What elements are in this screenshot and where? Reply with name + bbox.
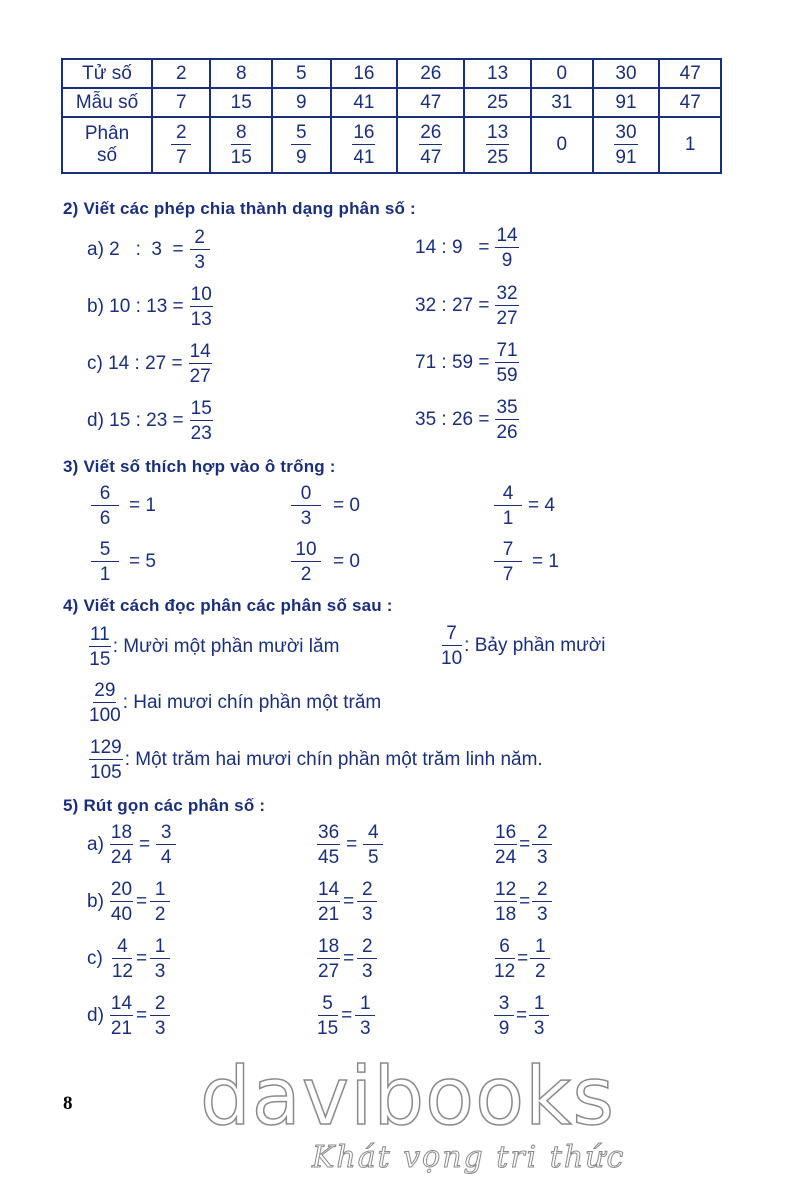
equation-result: = 5 [129, 551, 156, 572]
division-expression: d) 15 : 23 = [87, 410, 184, 431]
fraction-denominator: 21 [110, 1018, 133, 1039]
fraction-cell [593, 117, 660, 173]
equation-result: = 0 [333, 551, 360, 572]
ex2-right-item [415, 226, 519, 270]
exercise-2-heading: 2) Viết các phép chia thành dạng phân số : [63, 199, 416, 218]
ex5-row-c-col3 [494, 937, 550, 981]
equals-sign: = [341, 1005, 353, 1026]
fraction-denominator: 26 [496, 422, 518, 443]
fraction-denominator: 47 [420, 147, 442, 168]
ex4-item [89, 625, 339, 669]
fraction-denominator: 6 [99, 508, 111, 529]
fraction-denominator: 3 [361, 961, 373, 982]
equals-sign: = [136, 891, 148, 912]
fraction-denominator: 7 [502, 564, 514, 585]
fraction-denominator: 3 [194, 252, 205, 273]
equation-result: = 1 [129, 495, 156, 516]
fraction-denominator: 3 [300, 508, 312, 529]
row-label-fraction-line2: số [96, 145, 118, 166]
fraction-numerator: 71 [496, 340, 518, 361]
fraction-denominator: 3 [154, 1018, 166, 1039]
fraction-numerator: 3 [156, 823, 176, 845]
fraction-numerator: 10 [190, 284, 212, 305]
fraction-numerator: 14 [189, 341, 211, 362]
division-expression: 71 : 59 = [415, 352, 490, 373]
ex2-right-item [415, 341, 519, 385]
fraction-denominator: 2 [300, 564, 312, 585]
fraction-denominator: 15 [230, 147, 252, 168]
fraction-denominator: 13 [190, 309, 212, 330]
ex5-row-b-col2 [317, 880, 377, 924]
fraction-numerator: 14 [318, 879, 340, 900]
division-expression: 35 : 26 = [415, 409, 490, 430]
ex3-item [91, 540, 156, 584]
ex5-row-d-col2 [317, 994, 375, 1038]
ex4-item [441, 624, 606, 668]
equation-result: = 1 [532, 551, 559, 572]
row-label-fraction [62, 117, 152, 173]
equals-sign: = [136, 1005, 148, 1026]
fraction-value: 0 [556, 134, 568, 155]
fraction-cell [272, 117, 330, 173]
division-expression: a) 2 : 3 = [87, 239, 184, 260]
division-expression: 32 : 27 = [415, 295, 490, 316]
equals-sign: = [519, 834, 531, 855]
fraction-numerator: 4 [363, 823, 383, 845]
fraction-denominator: 5 [367, 847, 379, 868]
fraction-numerator: 18 [110, 822, 133, 843]
fraction-numerator: 16 [353, 122, 375, 143]
fraction-numerator: 2 [357, 937, 377, 959]
fraction-denominator: 3 [536, 904, 548, 925]
fraction-denominator: 27 [318, 961, 340, 982]
fraction-denominator: 41 [353, 147, 375, 168]
equals-sign: = [517, 948, 529, 969]
fraction-numerator: 1 [150, 937, 170, 959]
denominator-cell: 9 [272, 88, 330, 117]
fraction-numerator: 1 [150, 880, 170, 902]
denominator-cell: 31 [531, 88, 593, 117]
fraction-reading: : Bảy phần mười [464, 635, 606, 656]
exercise-3-heading: 3) Viết số thích hợp vào ô trống : [63, 457, 336, 476]
exercise-5-heading: 5) Rút gọn các phân số : [63, 796, 266, 815]
fraction-denominator: 3 [361, 904, 373, 925]
ex2-left-item [87, 285, 213, 329]
fraction-denominator: 9 [498, 1018, 510, 1039]
ex2-right-item [415, 398, 519, 442]
fraction-denominator: 12 [494, 961, 516, 982]
equals-sign: = [346, 834, 358, 855]
fraction-numerator: 11 [90, 624, 110, 645]
fraction-numerator: 20 [110, 879, 133, 900]
fraction-numerator: 0 [291, 484, 321, 506]
fraction-table [61, 58, 722, 174]
fraction-numerator: 7 [494, 540, 522, 562]
fraction-denominator: 15 [317, 1018, 339, 1039]
fraction-numerator: 6 [91, 484, 119, 506]
fraction-denominator: 25 [487, 147, 509, 168]
fraction-denominator: 3 [154, 961, 166, 982]
denominator-cell: 41 [331, 88, 398, 117]
fraction-numerator: 2 [532, 823, 552, 845]
ex5-row-a-col3 [494, 823, 552, 867]
fraction-numerator: 13 [487, 122, 509, 143]
numerator-cell: 2 [152, 59, 210, 88]
fraction-denominator: 3 [536, 847, 548, 868]
row-label-numerator: Tử số [62, 59, 152, 88]
fraction-denominator: 4 [160, 847, 172, 868]
ex2-right-item [415, 284, 519, 328]
fraction-denominator: 23 [190, 423, 212, 444]
fraction-denominator: 3 [359, 1018, 371, 1039]
fraction-numerator: 30 [615, 122, 637, 143]
row-label: b) [87, 891, 104, 912]
fraction-numerator: 2 [171, 123, 191, 145]
fraction-denominator: 1 [502, 508, 514, 529]
fraction-numerator: 2 [150, 994, 170, 1016]
numerator-cell: 47 [659, 59, 721, 88]
watermark-slogan: Khát vọng tri thức [312, 1140, 626, 1175]
fraction-reading: : Hai mươi chín phần một trăm [122, 692, 382, 713]
fraction-denominator: 2 [534, 961, 546, 982]
row-label-denominator: Mẫu số [62, 88, 152, 117]
fraction-numerator: 16 [495, 822, 517, 843]
fraction-row [62, 117, 721, 173]
fraction-numerator: 7 [442, 624, 462, 646]
fraction-numerator: 5 [91, 540, 119, 562]
fraction-reading: : Một trăm hai mươi chín phần một trăm linh năm. [124, 749, 543, 770]
fraction-numerator: 1 [355, 994, 375, 1016]
fraction-numerator: 14 [496, 225, 518, 246]
fraction-denominator: 2 [154, 904, 166, 925]
denominator-cell: 15 [210, 88, 272, 117]
division-expression: c) 14 : 27 = [87, 353, 183, 374]
fraction-denominator: 27 [496, 308, 518, 329]
fraction-numerator: 129 [90, 737, 122, 758]
watermark-logo: davibooks [200, 1050, 616, 1143]
numerator-cell: 30 [593, 59, 660, 88]
fraction-denominator: 105 [90, 762, 122, 783]
numerator-cell: 13 [464, 59, 531, 88]
equation-result: = 4 [528, 495, 555, 516]
fraction-denominator: 91 [615, 147, 637, 168]
division-expression: b) 10 : 13 = [87, 296, 184, 317]
fraction-numerator: 3 [494, 994, 514, 1016]
denominator-cell: 47 [397, 88, 464, 117]
denominator-cell: 25 [464, 88, 531, 117]
denominator-cell: 47 [659, 88, 721, 117]
fraction-cell [531, 117, 593, 173]
ex2-left-item [87, 228, 210, 272]
exercise-4-heading: 4) Viết cách đọc phân các phân số sau : [63, 596, 393, 615]
numerator-cell: 5 [272, 59, 330, 88]
fraction-denominator: 27 [189, 366, 211, 387]
fraction-denominator: 7 [175, 147, 187, 168]
fraction-numerator: 6 [495, 937, 515, 959]
denominator-cell: 7 [152, 88, 210, 117]
fraction-cell [397, 117, 464, 173]
fraction-numerator: 2 [357, 880, 377, 902]
fraction-cell [659, 117, 721, 173]
fraction-denominator: 45 [318, 847, 340, 868]
ex4-item [89, 681, 381, 725]
fraction-numerator: 2 [190, 228, 210, 250]
row-label: d) [87, 1005, 104, 1026]
fraction-denominator: 10 [441, 648, 463, 669]
fraction-reading: : Mười một phần mười lăm [112, 636, 340, 657]
fraction-denominator: 59 [496, 365, 518, 386]
fraction-numerator: 29 [94, 680, 116, 701]
equals-sign: = [343, 891, 355, 912]
fraction-denominator: 18 [495, 904, 517, 925]
fraction-denominator: 21 [318, 904, 340, 925]
fraction-denominator: 3 [533, 1018, 545, 1039]
fraction-numerator: 10 [291, 540, 321, 562]
fraction-numerator: 12 [495, 879, 517, 900]
equals-sign: = [516, 1005, 528, 1026]
fraction-cell [464, 117, 531, 173]
ex5-row-a-col2 [317, 823, 383, 867]
numerator-cell: 0 [531, 59, 593, 88]
row-label-fraction-line1: Phân [84, 123, 130, 144]
fraction-numerator: 15 [190, 398, 212, 419]
numerator-cell: 26 [397, 59, 464, 88]
ex5-row-c-col2 [317, 937, 377, 981]
fraction-denominator: 12 [111, 961, 133, 982]
fraction-numerator: 4 [494, 484, 522, 506]
fraction-denominator: 9 [501, 250, 513, 271]
ex5-row-c-col1 [87, 937, 170, 981]
ex5-row-d-col1 [87, 994, 170, 1038]
ex3-item [91, 484, 156, 528]
equation-result: = 0 [333, 495, 360, 516]
fraction-value: 1 [684, 134, 696, 155]
equals-sign: = [343, 948, 355, 969]
ex3-item [291, 484, 360, 528]
ex2-left-item [87, 399, 213, 443]
denominator-row [62, 88, 721, 117]
equals-sign: = [135, 948, 148, 969]
equals-sign: = [139, 834, 151, 855]
fraction-cell [210, 117, 272, 173]
ex5-row-b-col1 [87, 880, 170, 924]
ex3-item [494, 484, 555, 528]
fraction-numerator: 1 [529, 994, 549, 1016]
numerator-cell: 16 [331, 59, 398, 88]
fraction-numerator: 8 [231, 123, 251, 145]
fraction-cell [152, 117, 210, 173]
fraction-denominator: 9 [295, 147, 307, 168]
ex5-row-b-col3 [494, 880, 552, 924]
ex3-item [494, 540, 559, 584]
fraction-numerator: 2 [532, 880, 552, 902]
fraction-numerator: 5 [291, 123, 311, 145]
ex2-left-item [87, 342, 212, 386]
division-expression: 14 : 9 = [415, 237, 490, 258]
fraction-denominator: 24 [110, 847, 133, 868]
row-label: c) [87, 948, 103, 969]
fraction-numerator: 1 [530, 937, 550, 959]
fraction-cell [331, 117, 398, 173]
fraction-numerator: 35 [496, 397, 518, 418]
fraction-denominator: 100 [89, 705, 121, 726]
ex3-item [291, 540, 360, 584]
fraction-numerator: 5 [318, 994, 338, 1016]
fraction-numerator: 26 [420, 122, 442, 143]
fraction-numerator: 36 [318, 822, 340, 843]
fraction-numerator: 14 [110, 993, 133, 1014]
ex5-row-d-col3 [494, 994, 549, 1038]
ex4-item [89, 738, 543, 782]
numerator-row [62, 59, 721, 88]
page-number: 8 [63, 1093, 73, 1114]
denominator-cell: 91 [593, 88, 660, 117]
numerator-cell: 8 [210, 59, 272, 88]
fraction-numerator: 18 [318, 936, 340, 957]
row-label: a) [87, 834, 104, 855]
fraction-numerator: 32 [496, 283, 518, 304]
fraction-numerator: 4 [112, 937, 132, 959]
ex5-row-a-col1 [87, 823, 176, 867]
fraction-denominator: 15 [89, 649, 111, 670]
fraction-denominator: 40 [110, 904, 133, 925]
fraction-denominator: 1 [99, 564, 111, 585]
equals-sign: = [519, 891, 531, 912]
fraction-denominator: 24 [495, 847, 517, 868]
